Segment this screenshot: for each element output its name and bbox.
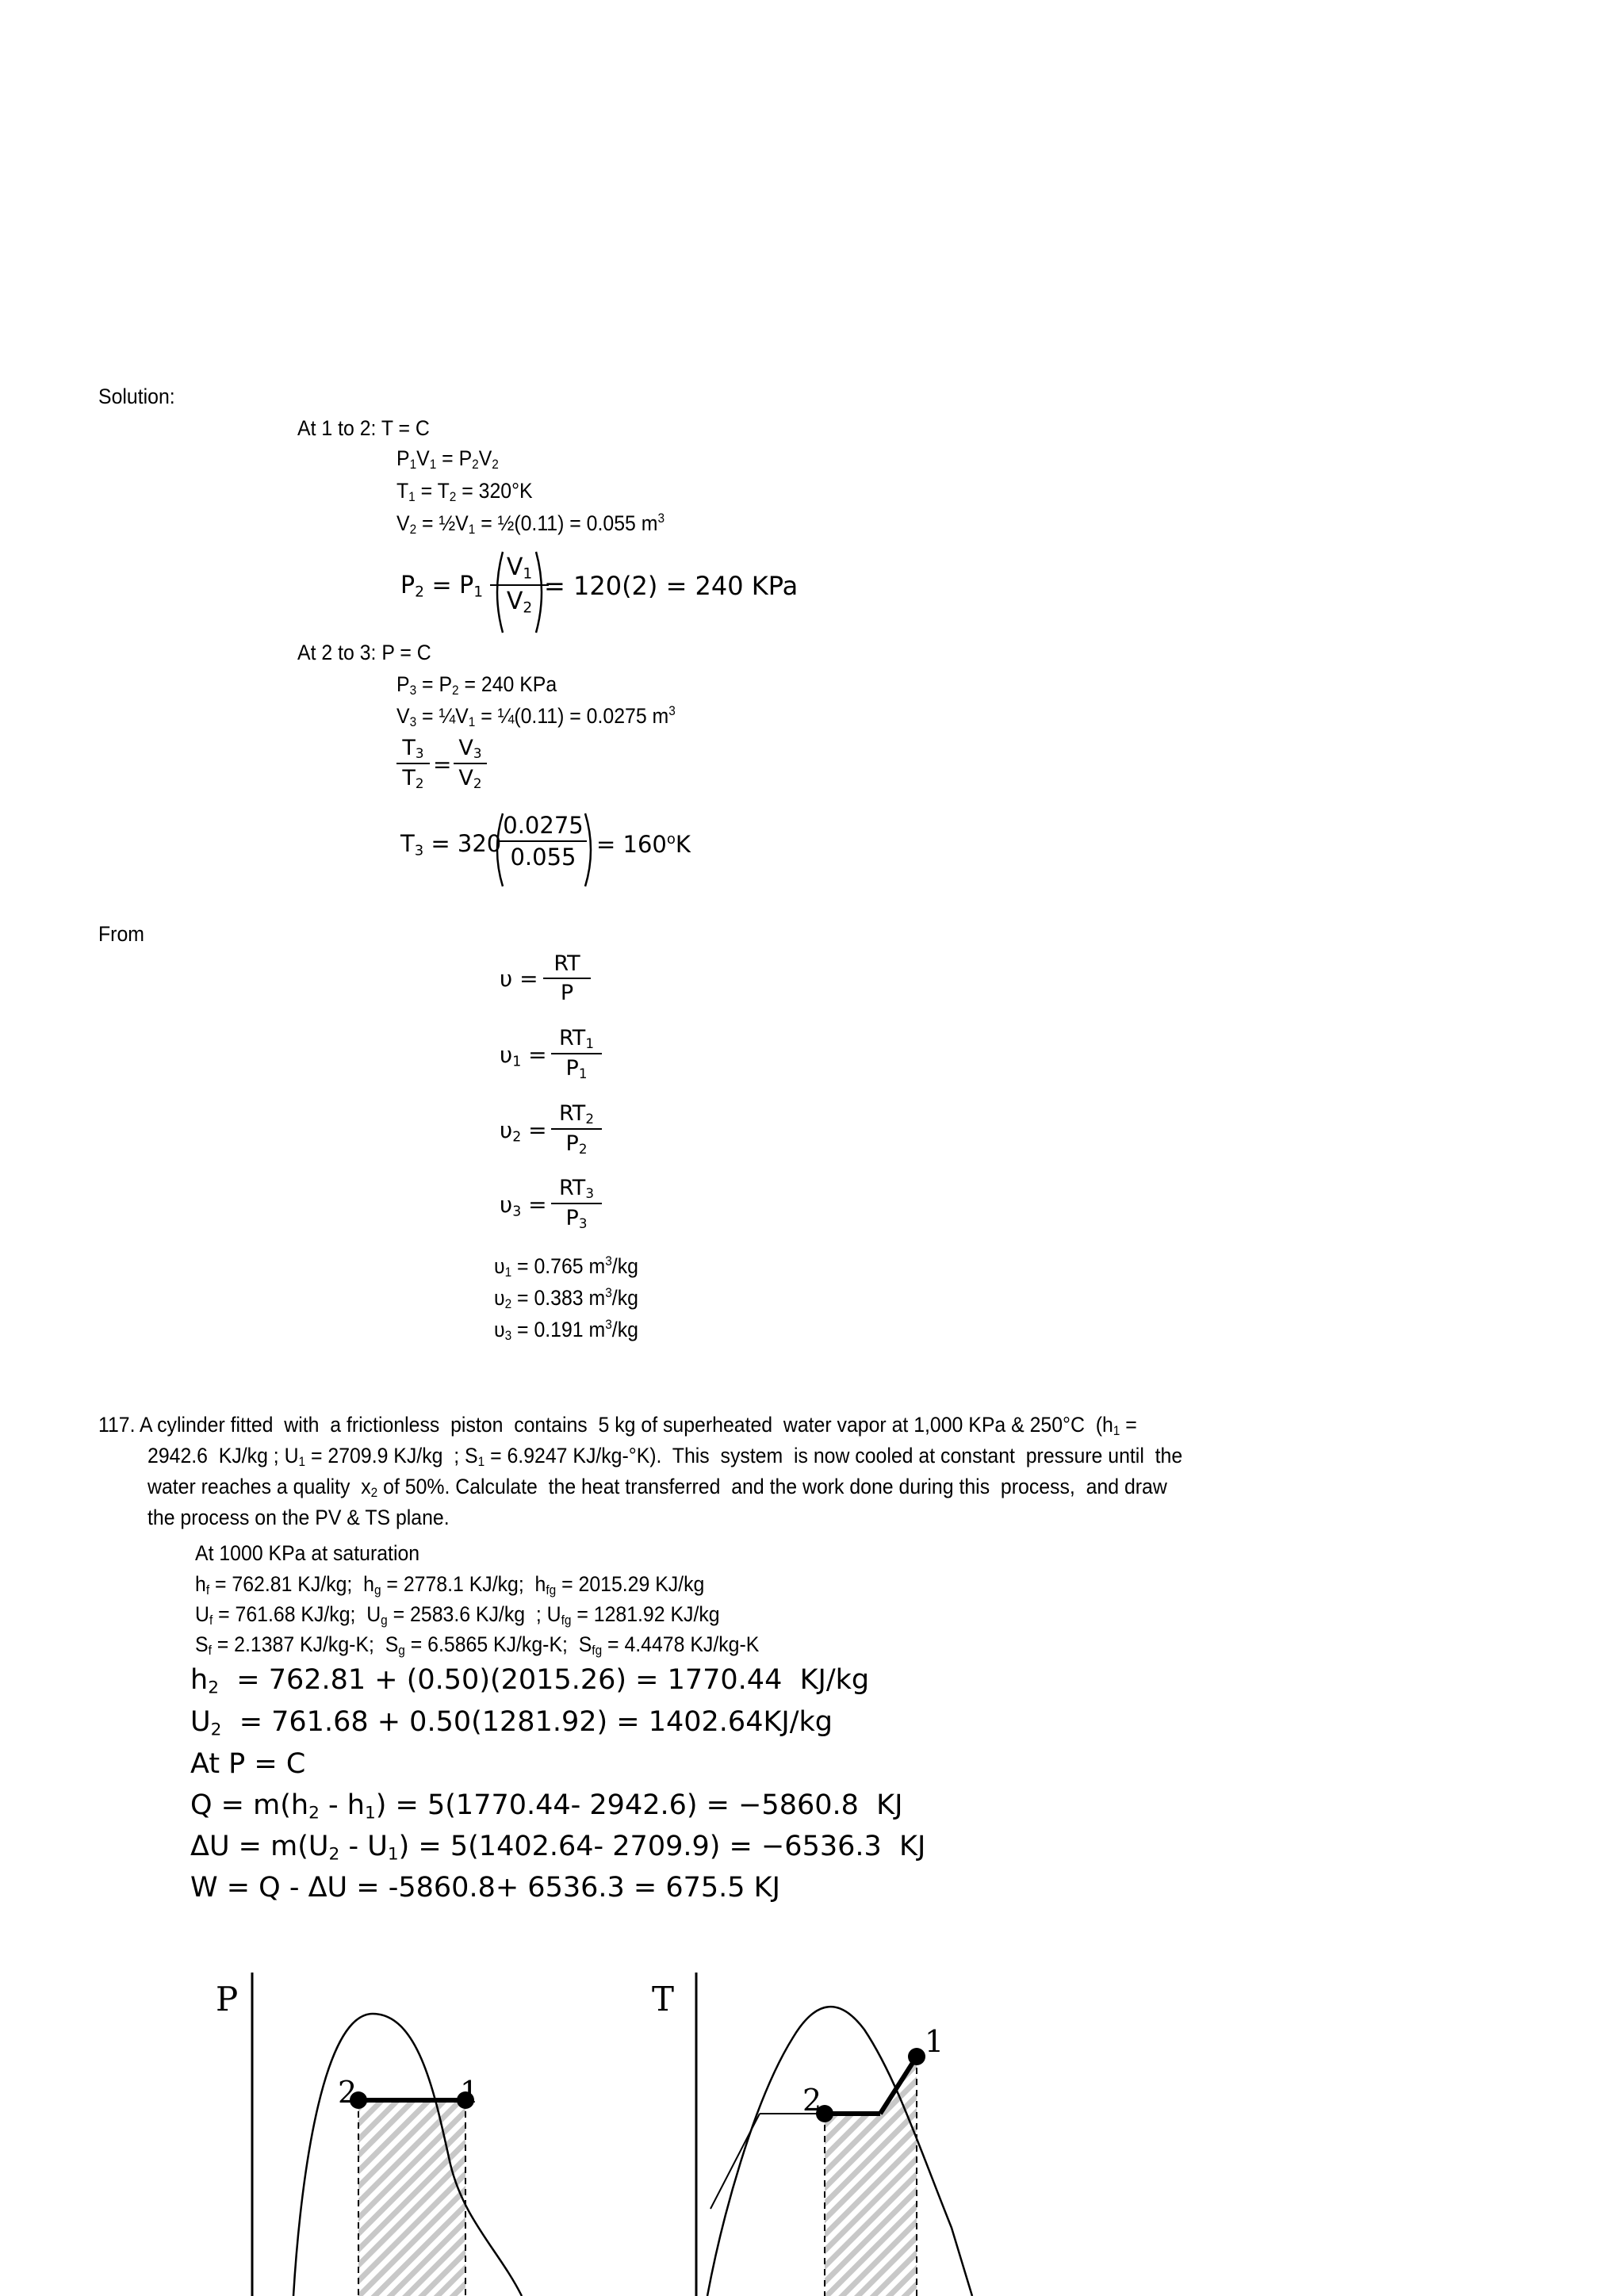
saturation-u-values: $U_f = 761.68$ KJ/kg; $U_g = 2583.6$ KJ/kg ; $U_{fg} = 1281.92$ KJ/kg	[195, 1602, 720, 1628]
from-label: From	[98, 922, 144, 946]
saturation-label: At 1000 KPa at saturation	[195, 1541, 420, 1565]
ts-isobar-left	[710, 2114, 760, 2209]
eq-delta-u: $\Delta U = m(U_2 - U_1) = 5(1402.64-$ 2709.9) = −6536.3 KJ	[190, 1831, 926, 1865]
ts-point-2-label: 2	[802, 2083, 822, 2118]
step12-eq3: $V_2$ = $\frac{1}{2}V_1$ = ½(0.11) = 0.055 $m^3$	[396, 511, 665, 538]
ts-axis-label: T	[652, 1980, 675, 2019]
v3-result: $\upsilon_3 = 0.191$ $m^3/kg$	[494, 1317, 638, 1344]
eq-at-p-const: At P = C	[190, 1748, 306, 1780]
pv-point-1-label: 1	[460, 2075, 480, 2110]
v1-fraction: $\frac{RT_1}{P_1}$	[551, 1026, 602, 1081]
ratio-t-fraction: $\frac{T_3}{T_2}$	[396, 736, 430, 791]
pv-point-2-label: 2	[338, 2075, 358, 2110]
p2-fraction: $\frac{V_1}{V_2}$	[490, 553, 549, 616]
v1-result: $\upsilon_1 = 0.765$ $m^3/kg$	[494, 1253, 638, 1280]
step23-eq1: $P_3 = P_2 = 240$ KPa	[396, 672, 557, 698]
p2-equation-rhs: = 120(2) = 240 KPa	[544, 571, 799, 601]
p2-equation-lhs: $P_2 = P_1$	[400, 572, 484, 601]
step12-eq1: $P_1V_1 = P_2V_2$	[396, 446, 499, 473]
t3-paren-right	[582, 810, 598, 890]
t3-equation-rhs: = $160^oK$	[596, 830, 691, 858]
problem-117-line4: the process on the PV & TS plane.	[147, 1506, 450, 1529]
saturation-s-values: $S_f = 2.1387$ KJ/kg-K; $S_g = 6.5865$ KJ/kg-K; $S_{fg} = 4.4478$ KJ/kg-K	[195, 1632, 760, 1659]
step12-eq2: $T_1 = T_2 = 320^\circ K$	[396, 479, 533, 505]
t3-fraction: $\frac{0.0275}{0.055}$	[500, 812, 587, 871]
v3-fraction: $\frac{RT_3}{P_3}$	[551, 1176, 602, 1231]
v1-lhs: $\upsilon_1$ =	[500, 1042, 547, 1070]
ratio-v-fraction: $\frac{V_3}{V_2}$	[454, 736, 487, 791]
solution-heading: Solution:	[98, 385, 175, 408]
problem-117-line3: water reaches a quality $x_2$ of 50%. Calculate the heat transferred and the work done during this process, and draw	[147, 1475, 1167, 1501]
problem-117-line1: 117. A cylinder fitted with a frictionless piston contains 5 kg of superheated water vapor at 1,000 KPa & 250°C ($h_1$ =	[98, 1413, 1137, 1439]
step12-label: At 1 to 2: T = C	[297, 416, 430, 440]
ts-point-1	[908, 2048, 925, 2065]
problem-117-line2: 2942.6 KJ/kg ; $U_1 = 2709.9$ KJ/kg ; $S_1 = 6.9247$ KJ/kg-°K). This system is now cooled at constant pressure until the	[147, 1444, 1183, 1470]
ts-diagram	[634, 1966, 1031, 2296]
v2-fraction: $\frac{RT_2}{P_2}$	[551, 1101, 602, 1157]
step23-label: At 2 to 3: P = C	[297, 641, 431, 664]
eq-q: $Q = m(h_2 - h_1) = 5(1770.44-$ 2942.6) = −5860.8 KJ	[190, 1789, 903, 1823]
ts-work-area	[825, 2057, 917, 2296]
pv-diagram	[198, 1966, 555, 2296]
v2-lhs: $\upsilon_2$ =	[500, 1117, 547, 1146]
ts-point-1-label: 1	[925, 2024, 944, 2059]
saturation-h-values: $h_f = 762.81$ KJ/kg; $h_g = 2778.1$ KJ/kg; $h_{fg} = 2015.29$ KJ/kg	[195, 1572, 705, 1598]
pv-axis-label: P	[216, 1980, 239, 2019]
t3-equation-lhs: $T_3 = 320$	[400, 830, 502, 859]
v-fraction: $\frac{RT}{P}$	[543, 951, 591, 1005]
v2-result: $\upsilon_2 = 0.383$ $m^3/kg$	[494, 1285, 638, 1312]
ratio-equals: =	[433, 752, 452, 778]
eq-w: W = Q - ΔU = -5860.8+ 6536.3 = 675.5 KJ	[190, 1872, 780, 1904]
pv-work-area	[358, 2100, 465, 2296]
eq-h2: $h_2 = 762.81 + (0.50)(2015.26) = 1770.44$ KJ/kg	[190, 1664, 870, 1698]
eq-u2: $U_2 = 761.68 + 0.50(1281.92) = 1402.64KJ/kg$	[190, 1706, 833, 1740]
v3-lhs: $\upsilon_3$ =	[500, 1192, 547, 1220]
v-lhs: υ =	[500, 966, 538, 992]
step23-eq2: $V_3$ = $\frac{1}{4}V_1$ = ¼(0.11) = 0.0275 $m^3$	[396, 703, 676, 730]
